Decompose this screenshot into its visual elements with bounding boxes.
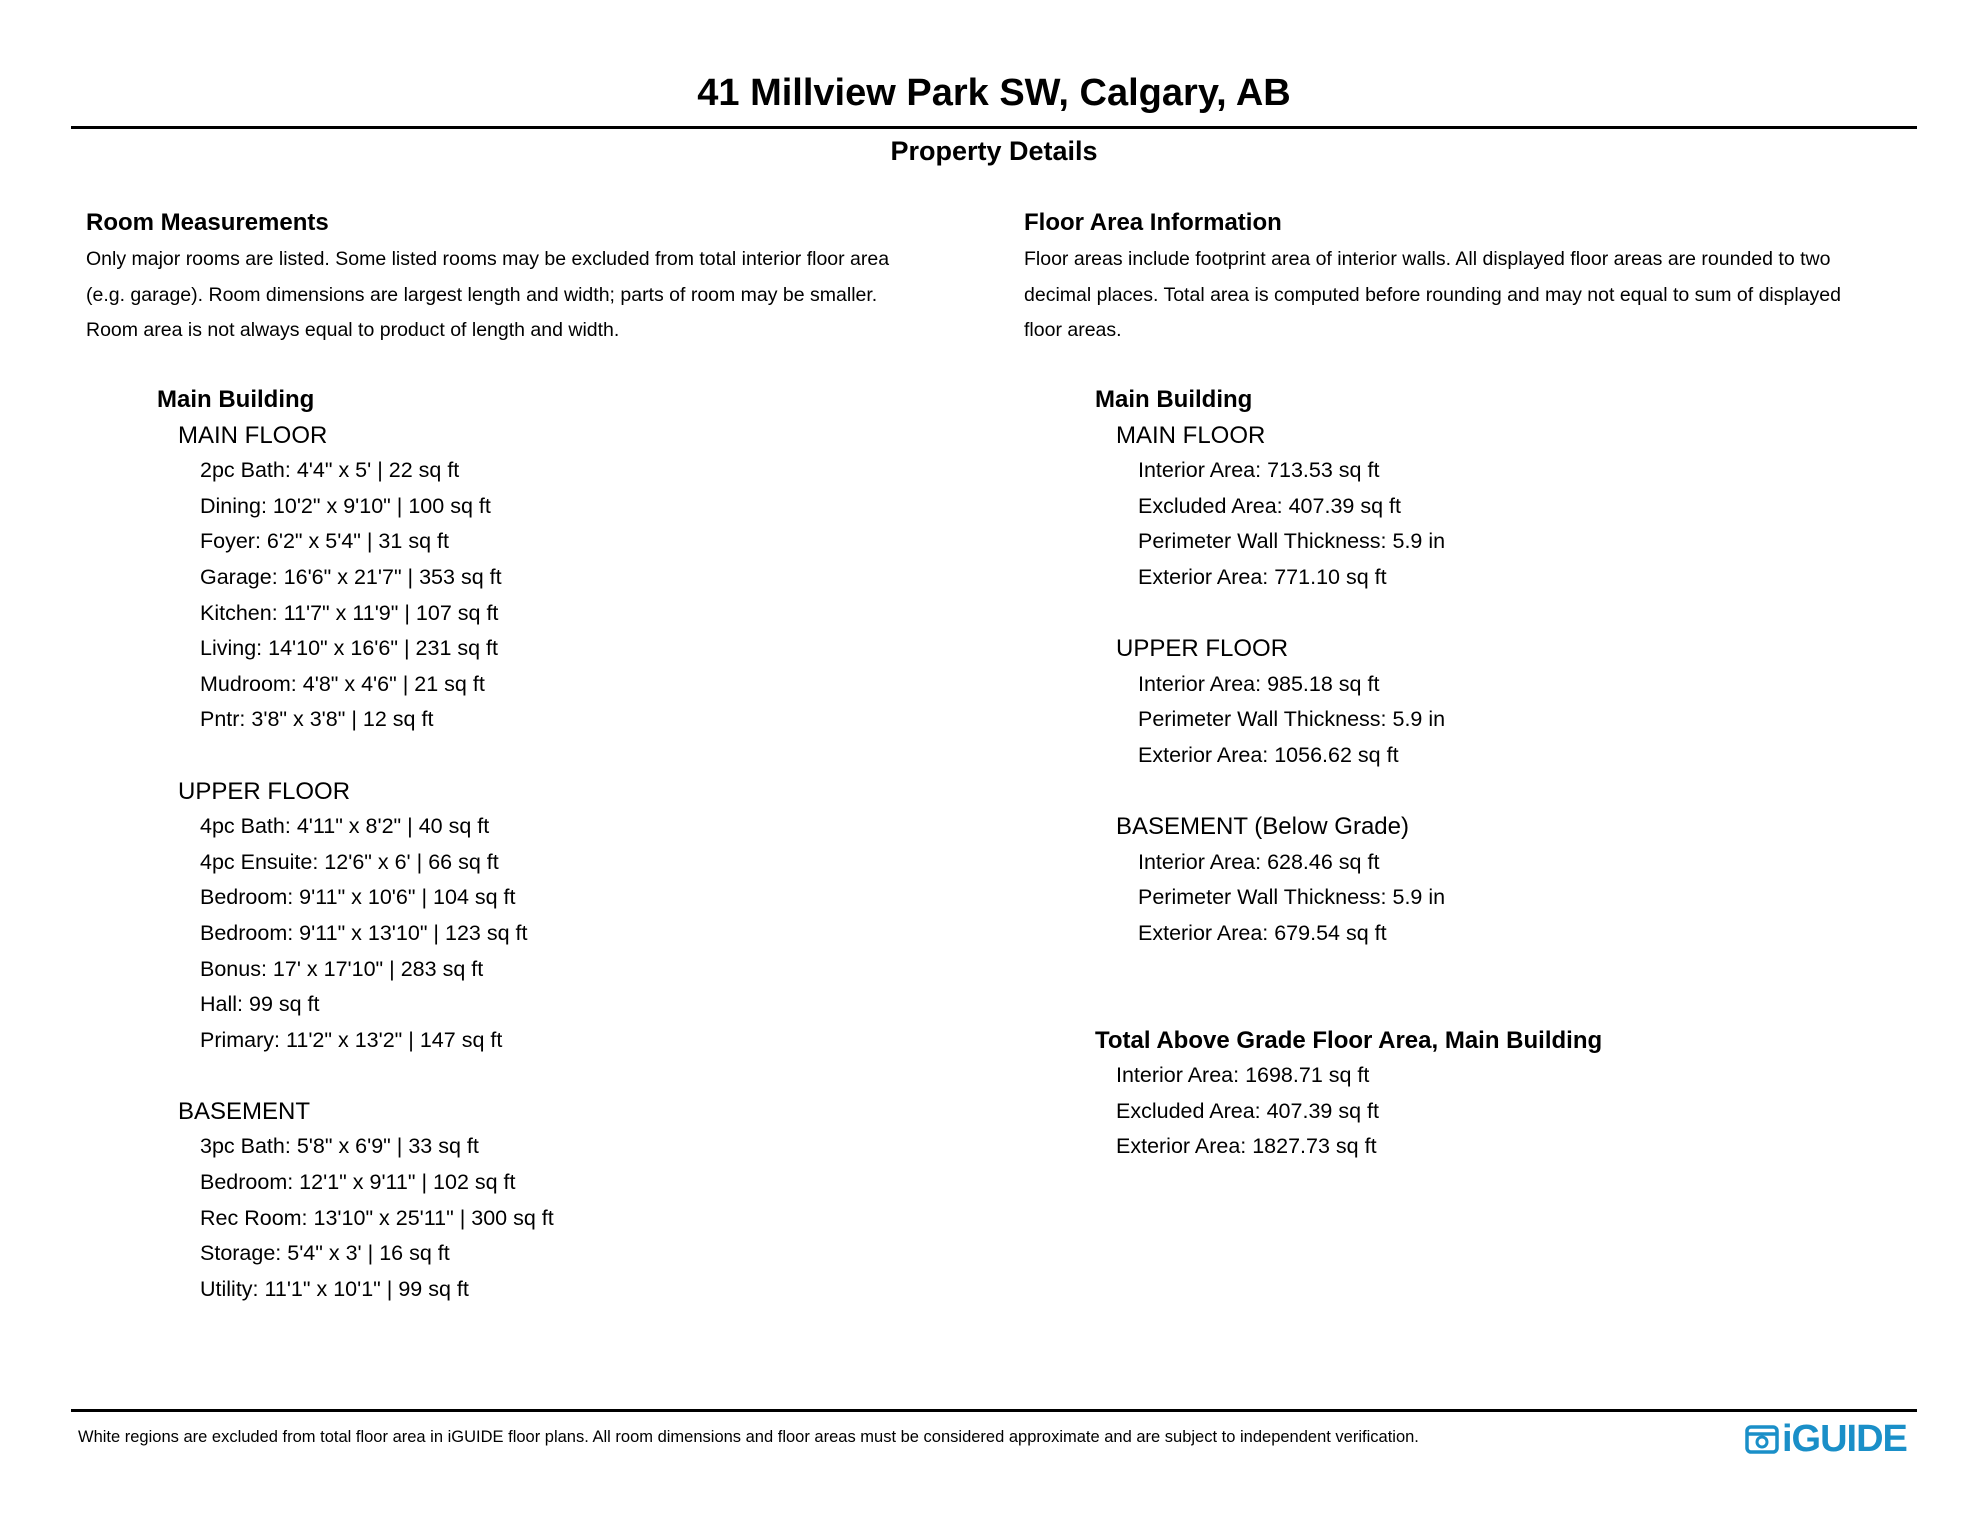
total-area-item: Excluded Area: 407.39 sq ft xyxy=(1116,1098,1379,1123)
header-divider xyxy=(71,126,1917,129)
description-line: floor areas. xyxy=(1024,319,1122,341)
area-item: Perimeter Wall Thickness: 5.9 in xyxy=(1138,707,1446,732)
room-item: Foyer: 6'2" x 5'4" | 31 sq ft xyxy=(200,529,449,554)
total-area-item: Exterior Area: 1827.73 sq ft xyxy=(1116,1134,1377,1159)
area-item: Interior Area: 713.53 sq ft xyxy=(1138,458,1380,483)
room-item: Pntr: 3'8" x 3'8" | 12 sq ft xyxy=(200,707,434,732)
description-line: Room area is not always equal to product of length and width. xyxy=(86,319,620,341)
room-item: Kitchen: 11'7" x 11'9" | 107 sq ft xyxy=(200,600,499,625)
area-item: Perimeter Wall Thickness: 5.9 in xyxy=(1138,885,1446,910)
area-item: Exterior Area: 1056.62 sq ft xyxy=(1138,742,1399,767)
description-line: (e.g. garage). Room dimensions are largest length and width; parts of room may be smaller. xyxy=(86,283,878,306)
room-item: Utility: 11'1" x 10'1" | 99 sq ft xyxy=(200,1276,469,1301)
area-item: Interior Area: 985.18 sq ft xyxy=(1138,671,1380,696)
room-item: 4pc Bath: 4'11" x 8'2" | 40 sq ft xyxy=(200,814,490,839)
floor-name: BASEMENT (Below Grade) xyxy=(1116,813,1409,841)
footer-divider xyxy=(71,1409,1917,1412)
page-title: 41 Millview Park SW, Calgary, AB xyxy=(697,72,1291,114)
room-measurements-heading: Room Measurements xyxy=(86,209,329,236)
area-item: Interior Area: 628.46 sq ft xyxy=(1138,849,1380,874)
room-item: Bedroom: 9'11" x 10'6" | 104 sq ft xyxy=(200,885,516,910)
spacer xyxy=(1095,596,1602,632)
description-line: Only major rooms are listed. Some listed rooms may be excluded from total interior floor area xyxy=(86,248,890,270)
room-item: Rec Room: 13'10" x 25'11" | 300 sq ft xyxy=(200,1205,554,1230)
room-item: Storage: 5'4" x 3' | 16 sq ft xyxy=(200,1241,450,1266)
description-line: Floor areas include footprint area of interior walls. All displayed floor areas are rounded to two xyxy=(1024,248,1831,270)
floor-area-description xyxy=(1024,242,1924,349)
area-item: Exterior Area: 771.10 sq ft xyxy=(1138,564,1387,589)
total-area-item: Interior Area: 1698.71 sq ft xyxy=(1116,1063,1370,1088)
building-name: Main Building xyxy=(157,386,315,413)
floor-area-heading: Floor Area Information xyxy=(1024,209,1282,236)
floor-area-section xyxy=(1024,206,1924,349)
room-measurements-description xyxy=(86,242,986,349)
room-list xyxy=(157,382,554,1307)
floor-name: UPPER FLOOR xyxy=(1116,635,1289,663)
logo-wordmark: iGUIDE xyxy=(1782,1418,1907,1460)
room-item: Primary: 11'2" x 13'2" | 147 sq ft xyxy=(200,1027,503,1052)
room-item: 3pc Bath: 5'8" x 6'9" | 33 sq ft xyxy=(200,1134,479,1159)
spacer xyxy=(1095,952,1602,1023)
footer-note: White regions are excluded from total floor area in iGUIDE floor plans. All room dimensions and floor areas must be considered approximate and are subject to independent verification. xyxy=(78,1428,1419,1446)
room-item: Bedroom: 12'1" x 9'11" | 102 sq ft xyxy=(200,1170,516,1195)
floor-area-list xyxy=(1095,382,1602,1165)
floor-name: BASEMENT xyxy=(178,1097,311,1125)
room-item: Garage: 16'6" x 21'7" | 353 sq ft xyxy=(200,564,502,589)
room-item: 4pc Ensuite: 12'6" x 6' | 66 sq ft xyxy=(200,849,499,874)
floor-name: MAIN FLOOR xyxy=(178,421,328,449)
room-item: Mudroom: 4'8" x 4'6" | 21 sq ft xyxy=(200,671,485,696)
room-item: 2pc Bath: 4'4" x 5' | 22 sq ft xyxy=(200,458,460,483)
room-item: Dining: 10'2" x 9'10" | 100 sq ft xyxy=(200,493,491,518)
area-item: Excluded Area: 407.39 sq ft xyxy=(1138,493,1401,518)
floor-name: MAIN FLOOR xyxy=(1116,421,1266,449)
camera-icon xyxy=(1745,1423,1779,1455)
description-line: decimal places. Total area is computed before rounding and may not equal to sum of displayed xyxy=(1024,283,1841,306)
iguide-logo xyxy=(1745,1418,1907,1460)
room-item: Bonus: 17' x 17'10" | 283 sq ft xyxy=(200,956,484,981)
room-item: Hall: 99 sq ft xyxy=(200,992,320,1017)
floor-name: UPPER FLOOR xyxy=(178,777,351,805)
building-name: Main Building xyxy=(1095,386,1253,413)
total-area-heading: Total Above Grade Floor Area, Main Building xyxy=(1095,1026,1603,1054)
room-item: Bedroom: 9'11" x 13'10" | 123 sq ft xyxy=(200,920,528,945)
page-subtitle: Property Details xyxy=(890,136,1098,166)
spacer xyxy=(157,1058,554,1094)
spacer xyxy=(157,738,554,774)
room-measurements-section xyxy=(86,206,986,349)
spacer xyxy=(1095,774,1602,810)
room-item: Living: 14'10" x 16'6" | 231 sq ft xyxy=(200,636,498,661)
area-item: Perimeter Wall Thickness: 5.9 in xyxy=(1138,529,1446,554)
area-item: Exterior Area: 679.54 sq ft xyxy=(1138,920,1387,945)
